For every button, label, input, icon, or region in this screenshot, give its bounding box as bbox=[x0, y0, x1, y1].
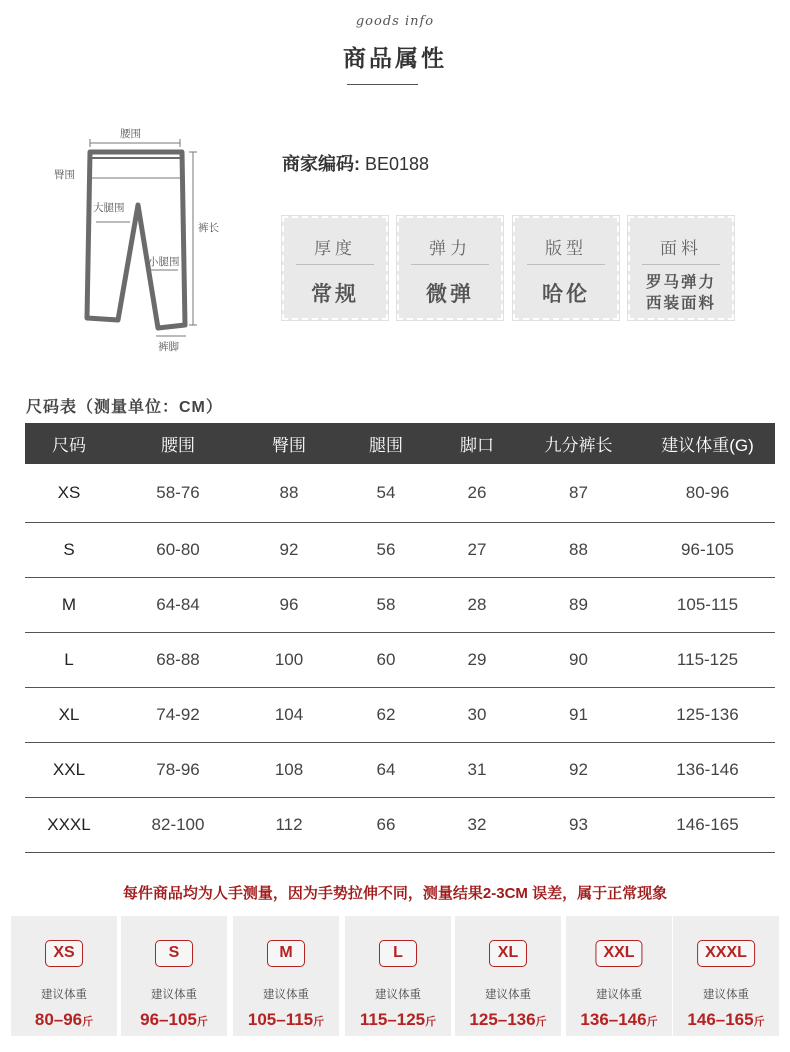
size-table-caption: 尺码表（测量单位：CM） bbox=[26, 399, 223, 416]
weight-range: 80–96 bbox=[34, 1010, 83, 1029]
table-cell: 93 bbox=[517, 797, 640, 852]
weight-unit: 斤 bbox=[646, 1016, 658, 1028]
column-header: 臀围 bbox=[243, 423, 335, 464]
table-cell: 146-165 bbox=[640, 797, 775, 852]
attr-divider bbox=[527, 264, 605, 265]
merchant-code-label: 商家编码: bbox=[282, 154, 360, 174]
size-badge: XXL bbox=[595, 940, 642, 967]
table-cell: 27 bbox=[437, 522, 517, 577]
weight-label: 建议体重 bbox=[375, 989, 421, 1001]
weight-value bbox=[233, 1010, 339, 1030]
attr-card-fabric bbox=[628, 216, 734, 320]
table-cell: 78-96 bbox=[113, 742, 243, 797]
table-cell: 88 bbox=[243, 464, 335, 522]
size-badge: XXXL bbox=[697, 940, 755, 967]
attr-value: 微弹 bbox=[426, 283, 474, 306]
table-cell: 82-100 bbox=[113, 797, 243, 852]
weight-value bbox=[345, 1010, 451, 1030]
table-cell: 56 bbox=[335, 522, 437, 577]
attr-value: 哈伦 bbox=[542, 283, 590, 306]
table-cell: 100 bbox=[243, 632, 335, 687]
merchant-code bbox=[282, 150, 429, 176]
weight-card-xs bbox=[11, 916, 117, 1036]
attr-divider bbox=[296, 264, 374, 265]
table-cell: 108 bbox=[243, 742, 335, 797]
table-cell: M bbox=[25, 577, 113, 632]
table-row bbox=[25, 797, 775, 852]
weight-unit: 斤 bbox=[313, 1016, 325, 1028]
table-cell: 30 bbox=[437, 687, 517, 742]
weight-label: 建议体重 bbox=[151, 989, 197, 1001]
table-cell: 136-146 bbox=[640, 742, 775, 797]
size-table bbox=[25, 423, 775, 853]
attr-card-fit bbox=[513, 216, 619, 320]
measurement-note: 每件商品均为人手测量，因为手势拉伸不同，测量结果2-3CM 误差，属于正常现象 bbox=[122, 885, 668, 902]
table-cell: L bbox=[25, 632, 113, 687]
table-cell: 80-96 bbox=[640, 464, 775, 522]
attr-value bbox=[630, 272, 732, 314]
weight-unit: 斤 bbox=[753, 1016, 765, 1028]
attr-label: 面料 bbox=[660, 239, 702, 258]
weight-unit: 斤 bbox=[425, 1016, 437, 1028]
table-header-row bbox=[25, 423, 775, 464]
table-cell: 32 bbox=[437, 797, 517, 852]
size-badge: L bbox=[379, 940, 417, 967]
table-cell: 89 bbox=[517, 577, 640, 632]
table-cell: XXL bbox=[25, 742, 113, 797]
weight-label: 建议体重 bbox=[485, 989, 531, 1001]
size-badge: S bbox=[155, 940, 193, 967]
table-cell: 104 bbox=[243, 687, 335, 742]
weight-range: 125–136 bbox=[469, 1010, 536, 1029]
weight-card-xxxl bbox=[673, 916, 779, 1036]
table-cell: 54 bbox=[335, 464, 437, 522]
column-header: 九分裤长 bbox=[517, 423, 640, 464]
table-cell: XL bbox=[25, 687, 113, 742]
column-header: 腰围 bbox=[113, 423, 243, 464]
table-cell: 64 bbox=[335, 742, 437, 797]
table-cell: 66 bbox=[335, 797, 437, 852]
table-cell: 87 bbox=[517, 464, 640, 522]
column-header: 建议体重(G) bbox=[640, 423, 775, 464]
column-header: 尺码 bbox=[25, 423, 113, 464]
waist-label: 腰围 bbox=[120, 128, 141, 140]
hip-label: 臀围 bbox=[54, 169, 75, 181]
goods-info-subtitle: goods info bbox=[355, 14, 435, 29]
weight-label: 建议体重 bbox=[263, 989, 309, 1001]
attr-card-thickness bbox=[282, 216, 388, 320]
length-label: 裤长 bbox=[198, 222, 219, 234]
table-cell: XS bbox=[25, 464, 113, 522]
weight-value bbox=[121, 1010, 227, 1030]
weight-value bbox=[566, 1010, 672, 1030]
table-cell: 88 bbox=[517, 522, 640, 577]
column-header: 腿围 bbox=[335, 423, 437, 464]
table-cell: 58-76 bbox=[113, 464, 243, 522]
table-cell: 26 bbox=[437, 464, 517, 522]
table-row bbox=[25, 742, 775, 797]
weight-card-xl bbox=[455, 916, 561, 1036]
table-cell: XXXL bbox=[25, 797, 113, 852]
weight-unit: 斤 bbox=[82, 1016, 94, 1028]
weight-range: 146–165 bbox=[687, 1010, 754, 1029]
table-cell: 28 bbox=[437, 577, 517, 632]
pants-outline-icon bbox=[50, 120, 240, 360]
table-cell: 74-92 bbox=[113, 687, 243, 742]
table-cell: 91 bbox=[517, 687, 640, 742]
calf-label: 小腿围 bbox=[148, 256, 180, 268]
table-row bbox=[25, 687, 775, 742]
table-cell: 92 bbox=[243, 522, 335, 577]
size-badge: XL bbox=[489, 940, 527, 967]
table-cell: S bbox=[25, 522, 113, 577]
table-cell: 68-88 bbox=[113, 632, 243, 687]
attr-value-line1: 罗马弹力 bbox=[645, 274, 716, 291]
attr-label: 弹力 bbox=[429, 239, 471, 258]
table-cell: 31 bbox=[437, 742, 517, 797]
table-cell: 112 bbox=[243, 797, 335, 852]
hem-label: 裤脚 bbox=[158, 341, 179, 353]
table-cell: 96 bbox=[243, 577, 335, 632]
size-badge: XS bbox=[45, 940, 83, 967]
table-cell: 60-80 bbox=[113, 522, 243, 577]
table-row bbox=[25, 464, 775, 522]
weight-range: 136–146 bbox=[580, 1010, 647, 1029]
attr-divider bbox=[411, 264, 489, 265]
table-cell: 62 bbox=[335, 687, 437, 742]
title-underline bbox=[347, 84, 418, 85]
table-cell: 29 bbox=[437, 632, 517, 687]
column-header: 脚口 bbox=[437, 423, 517, 464]
pants-diagram bbox=[50, 120, 240, 360]
attr-value: 常规 bbox=[311, 283, 359, 306]
attr-divider bbox=[642, 264, 720, 265]
weight-range: 96–105 bbox=[140, 1010, 197, 1029]
table-cell: 96-105 bbox=[640, 522, 775, 577]
attr-label: 厚度 bbox=[314, 239, 356, 258]
table-row bbox=[25, 577, 775, 632]
weight-label: 建议体重 bbox=[596, 989, 642, 1001]
table-cell: 105-115 bbox=[640, 577, 775, 632]
table-row bbox=[25, 522, 775, 577]
attr-label: 版型 bbox=[545, 239, 587, 258]
weight-card-m bbox=[233, 916, 339, 1036]
weight-value bbox=[455, 1010, 561, 1030]
size-badge: M bbox=[267, 940, 305, 967]
weight-range: 115–125 bbox=[359, 1010, 426, 1029]
page-title: 商品属性 bbox=[343, 45, 447, 71]
merchant-code-value: BE0188 bbox=[365, 154, 430, 174]
weight-card-s bbox=[121, 916, 227, 1036]
table-cell: 58 bbox=[335, 577, 437, 632]
weight-label: 建议体重 bbox=[703, 989, 749, 1001]
weight-card-xxl bbox=[566, 916, 672, 1036]
attr-card-elasticity bbox=[397, 216, 503, 320]
table-row bbox=[25, 632, 775, 687]
weight-card-l bbox=[345, 916, 451, 1036]
table-cell: 64-84 bbox=[113, 577, 243, 632]
attr-value-line2: 西装面料 bbox=[645, 295, 716, 312]
thigh-label: 大腿围 bbox=[93, 202, 125, 214]
table-cell: 92 bbox=[517, 742, 640, 797]
weight-label: 建议体重 bbox=[41, 989, 87, 1001]
weight-range: 105–115 bbox=[247, 1010, 314, 1029]
weight-unit: 斤 bbox=[196, 1016, 208, 1028]
weight-value bbox=[673, 1010, 779, 1030]
table-cell: 125-136 bbox=[640, 687, 775, 742]
weight-value bbox=[11, 1010, 117, 1030]
table-cell: 90 bbox=[517, 632, 640, 687]
table-cell: 115-125 bbox=[640, 632, 775, 687]
table-cell: 60 bbox=[335, 632, 437, 687]
weight-unit: 斤 bbox=[535, 1016, 547, 1028]
